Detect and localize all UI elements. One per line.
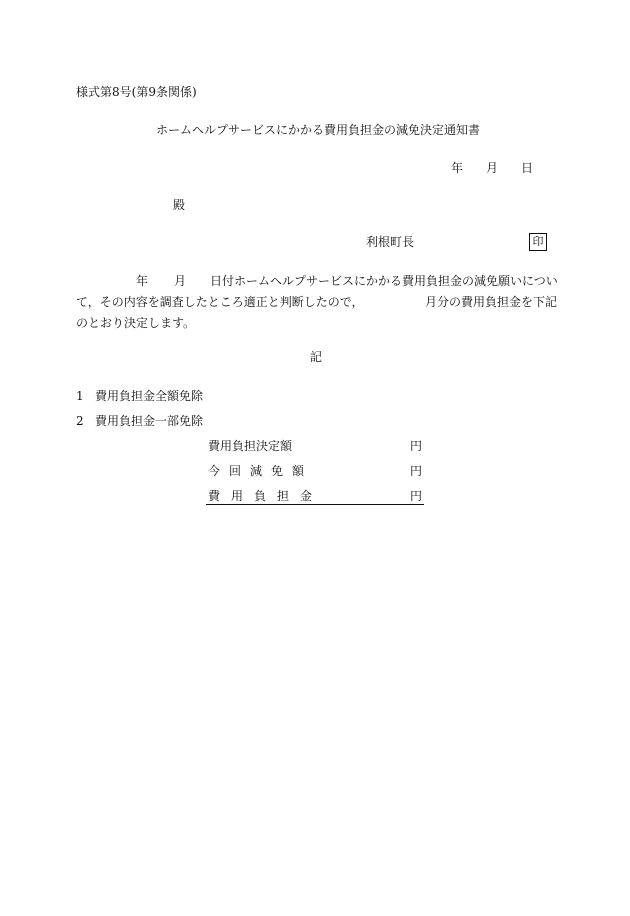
- body-text-line3: のとおり決定します。: [76, 316, 196, 330]
- date-year-label: 年: [451, 161, 464, 175]
- date-day-label: 日: [521, 161, 534, 175]
- form-number: 様式第8号(第9条関係): [76, 85, 197, 99]
- breakdown-reduction-label: 今回減免額: [208, 464, 314, 478]
- breakdown-decided-amount-label: 費用負担決定額: [208, 439, 293, 453]
- item-number: 1: [76, 389, 84, 403]
- total-underline: [206, 504, 424, 505]
- yen-unit: 円: [410, 439, 423, 453]
- yen-unit: 円: [410, 464, 423, 478]
- item-partial-exemption: 費用負担金一部免除: [95, 414, 204, 428]
- addressee-suffix: 殿: [173, 198, 186, 212]
- seal-box: 印: [529, 233, 547, 251]
- body-text-line2: て，その内容を調査したところ適正と判断したので，: [76, 295, 364, 309]
- body-month-label: 月: [174, 274, 187, 288]
- body-year-label: 年: [136, 274, 149, 288]
- item-full-exemption: 費用負担金全額免除: [95, 389, 204, 403]
- issuer-name: 利根町長: [366, 235, 415, 249]
- yen-unit: 円: [410, 489, 423, 503]
- item-number: 2: [76, 414, 84, 428]
- breakdown-burden-label: 費用負担金: [208, 489, 324, 503]
- document-title: ホームヘルプサービスにかかる費用負担金の減免決定通知書: [156, 123, 481, 137]
- body-text-line1: 日付ホームヘルプサービスにかかる費用負担金の減免願いについ: [210, 274, 558, 288]
- body-text-line2-after: 月分の費用負担金を下記: [425, 295, 558, 309]
- date-month-label: 月: [486, 161, 499, 175]
- ki-heading: 記: [310, 350, 323, 364]
